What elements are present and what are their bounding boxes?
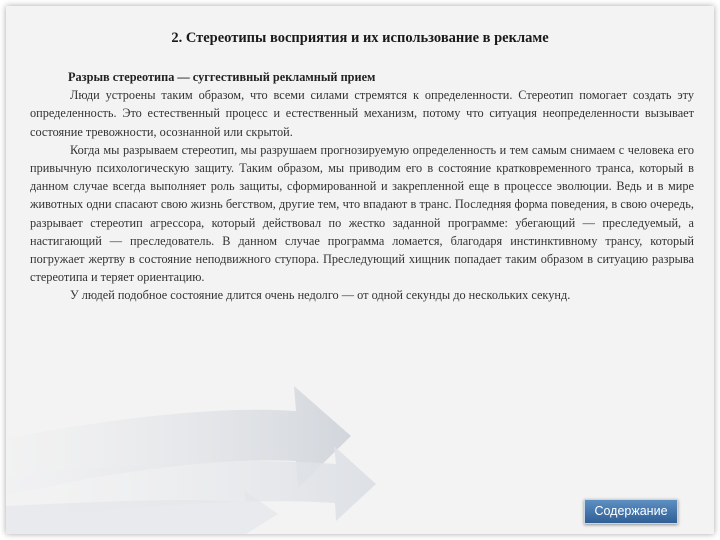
section-subheading: Разрыв стереотипа — суггестивный рекламный прием (68, 70, 376, 84)
contents-button[interactable]: Содержание (584, 499, 678, 524)
slide-title: 2. Стереотипы восприятия и их использование в рекламе (171, 30, 549, 46)
slide (6, 6, 714, 534)
paragraph-3: У людей подобное состояние длится очень недолго — от одной секунды до нескольких секунд. (70, 288, 571, 303)
paragraph-2: Когда мы разрываем стереотип, мы разрушаем прогнозируемую определенность и тем самым снимаем с человека его привычную психологическую защиту. Таким образом, мы приводим его в состояние кратковременного транса, который в данном случае всегда выполняет роль защиты, сформированной и закрепленной еще в процессе эволюции. Ведь и в мире животных одни спасают свою жизнь бегством, другие тем, что впадают в транс. Последняя форма поведения, в свою очередь, разрывает стереотип агрессора, который действовал по жестко заданной программе: убегающий — преследуемый, а настигающий — преследователь. В данном случае программа ломается, благодаря инстинктивному трансу, который погружает жертву в состояние неподвижного ступора. Преследующий хищник попадает таким образом в ситуацию разрыва стереотипа и теряет ориентацию. (30, 142, 694, 285)
paragraph-1: Люди устроены таким образом, что всеми силами стремятся к определенности. Стереотип помогает создать эту определенность. Это естественный процесс и естественный механизм, потому что ситуация неопределенности вызывает состояние тревожности, осознанной или скрытой. (30, 88, 694, 139)
slide-body (30, 68, 694, 305)
